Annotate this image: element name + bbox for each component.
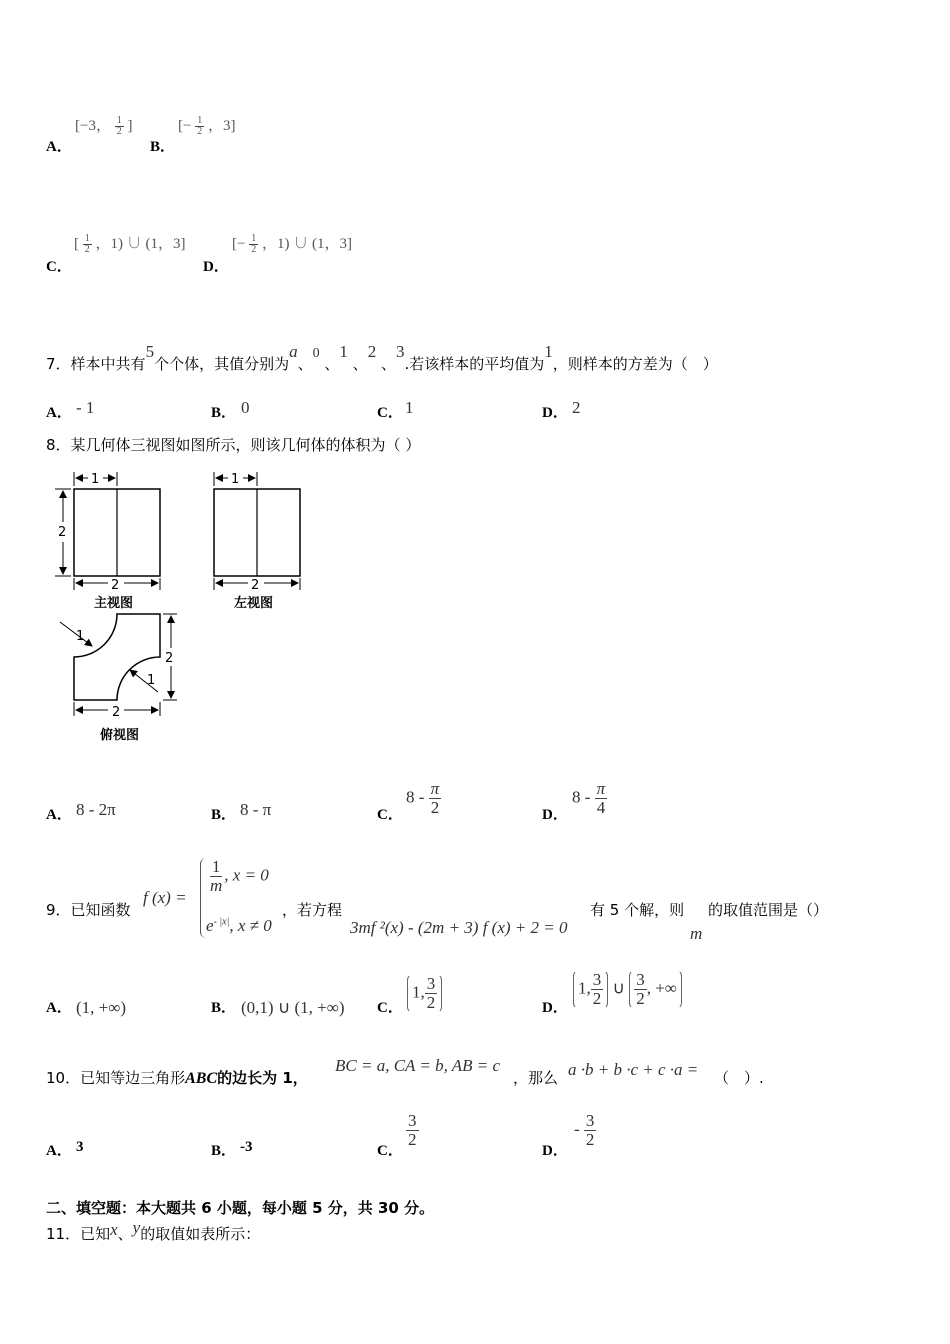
front-dim-width: 2 [111, 578, 120, 593]
q9-function-name: f (x) = [143, 888, 187, 907]
q9-option-b-label[interactable]: B． [211, 1000, 237, 1016]
left-view [214, 472, 300, 611]
q9-case-1: $\frac{1}{m}$ , x = 0 [210, 857, 269, 895]
q10-option-c-value: $\frac{3}{2}$ [408, 1111, 417, 1149]
top-dim-radius-2: 1 [147, 673, 156, 688]
q8-option-b-value: 8 - π [240, 800, 272, 819]
q7-option-c-value: 1 [405, 398, 414, 417]
q6-option-c-label[interactable]: C． [46, 259, 72, 275]
q9-option-a-label[interactable]: A． [46, 1000, 72, 1016]
q8-option-d-value: 8 - $\frac{\pi}{4}$ [572, 779, 606, 817]
top-dim-height: 2 [165, 651, 174, 666]
top-view [60, 614, 177, 743]
q9-t2: ，若方程 [282, 901, 343, 919]
q10-vectors: BC = a, CA = b, AB = c [335, 1056, 501, 1075]
three-view-figure [50, 462, 320, 747]
q9-t3: 有 5 个解，则 [590, 901, 685, 919]
q6-option-b-label[interactable]: B． [150, 139, 176, 155]
q9-number-text: 9．已知函数 [46, 901, 131, 919]
left-view-label: 左视图 [234, 596, 274, 611]
q8-option-c-label[interactable]: C． [377, 807, 403, 823]
q10-option-d-label[interactable]: D． [542, 1143, 568, 1159]
q10-t4: （ ）. [714, 1069, 764, 1087]
q7-option-b-label[interactable]: B． [211, 405, 237, 421]
left-dim-1: 1 [231, 472, 240, 487]
q9-equation: 3mf ²(x) - (2m + 3) f (x) + 2 = 0 [350, 918, 568, 937]
q9-option-d-label[interactable]: D． [542, 1000, 568, 1016]
q6-option-d-value: [− $\frac{1}{2}$ ，1) ∪ (1，3] [232, 232, 352, 256]
q7-option-a-label[interactable]: A． [46, 405, 72, 421]
q10-t3: ，那么 [513, 1069, 559, 1087]
q8-option-c-value: 8 - $\frac{\pi}{2}$ [406, 779, 440, 817]
q9-m: m [690, 924, 703, 943]
front-dim-height: 2 [58, 525, 67, 540]
q6-option-b-value: [− $\frac{1}{2}$ ，3] [178, 114, 236, 138]
q10-option-a-label[interactable]: A． [46, 1143, 72, 1159]
q10-expression: a ·b + b ·c + c ·a = [568, 1060, 699, 1079]
q8-option-b-label[interactable]: B． [211, 807, 237, 823]
q10-option-c-label[interactable]: C． [377, 1143, 403, 1159]
q7-option-d-label[interactable]: D． [542, 405, 568, 421]
top-dim-radius-1: 1 [76, 629, 85, 644]
q8-option-a-label[interactable]: A． [46, 807, 72, 823]
q6-option-a-label[interactable]: A． [46, 139, 72, 155]
q10-option-d-value: - $\frac{3}{2}$ [574, 1111, 595, 1149]
q7-option-c-label[interactable]: C． [377, 405, 403, 421]
section-2-heading: 二、填空题：本大题共 6 小题，每小题 5 分，共 30 分。 [46, 1199, 435, 1217]
q10-option-b-value: -3 [240, 1139, 253, 1155]
q9-option-d-value: 1, $\frac{3}{2}$ ∪ $\frac{3}{2}$ , +∞ [573, 970, 682, 1009]
q7-option-a-value: - 1 [76, 398, 95, 417]
q9-case-2: $e^{- |x|}$, x ≠ 0 [206, 916, 272, 935]
q8-stem: 8．某几何体三视图如图所示，则该几何体的体积为（ ） [46, 436, 421, 454]
q10-stem-start: 10．已知等边三角形ABC的边长为 1， [46, 1069, 308, 1087]
q6-option-d-label[interactable]: D． [203, 259, 229, 275]
top-view-label: 俯视图 [100, 728, 140, 743]
front-view-label: 主视图 [94, 596, 134, 611]
q9-option-a-value: (1, +∞) [76, 998, 127, 1017]
left-dim-width: 2 [251, 578, 260, 593]
q8-option-d-label[interactable]: D． [542, 807, 568, 823]
q9-t4: 的取值范围是（） [708, 901, 829, 919]
q9-option-c-value: 1, $\frac{3}{2}$ [407, 974, 442, 1013]
q7-option-d-value: 2 [572, 398, 581, 417]
q8-option-a-value: 8 - 2π [76, 800, 116, 819]
q7-stem: 7．样本中共有5个个体，其值分别为a、0 、1 、2 、3.若该样本的平均值为1，则样本的方差为（ ） [46, 342, 718, 373]
q7-option-b-value: 0 [241, 398, 250, 417]
q10-option-a-value: 3 [76, 1139, 84, 1155]
q9-option-b-value: (0,1) ∪ (1, +∞) [241, 998, 345, 1017]
q9-option-c-label[interactable]: C． [377, 1000, 403, 1016]
q11-stem: 11．已知x、y的取值如表所示： [46, 1218, 261, 1243]
q10-option-b-label[interactable]: B． [211, 1143, 237, 1159]
front-view [55, 472, 160, 611]
top-dim-width: 2 [112, 705, 121, 720]
q6-option-a-value: [−3， $\frac{1}{2}$ ] [75, 114, 133, 138]
q6-option-c-value: [ $\frac{1}{2}$ ，1) ∪ (1，3] [74, 232, 186, 256]
front-dim-1: 1 [91, 472, 100, 487]
